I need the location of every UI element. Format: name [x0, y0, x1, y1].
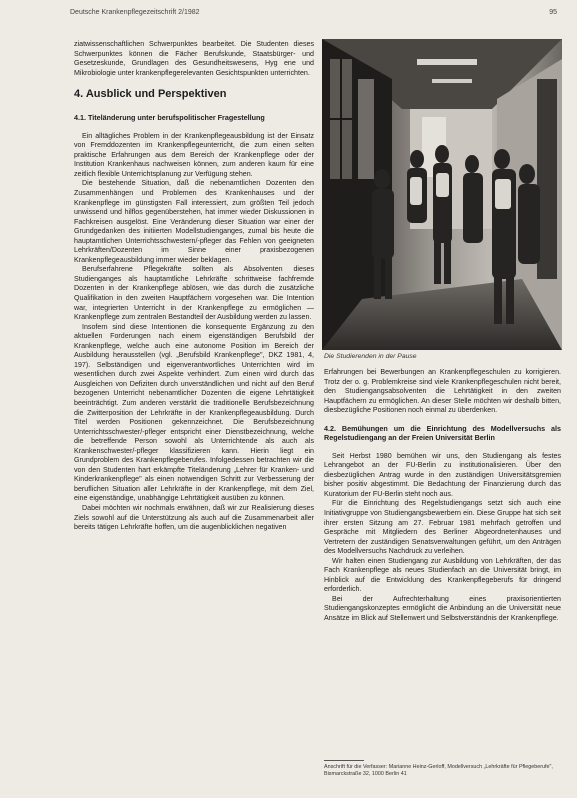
body-paragraph: Erfahrungen bei Bewerbungen an Krankenpflegeschulen zu korrigieren. Trotz der o. g. Problemkreise sind viele Krankenpflegeschulen nicht bereit, den Studiengangsabsolventen die Lehrtätigkeit in den zweiten Hauptfächern zu ermöglichen. An dieser Stelle möchten wir deshalb bitten, diesbezügliche Positionen noch einmal zu überdenken. [324, 368, 561, 415]
body-paragraph: Wir halten einen Studiengang zur Ausbildung von Lehrkräften, der das Fach Krankenpflege als neues Studienfach an die Universität bringt, im Hinblick auf die Entwicklung des Krankenpflegeberufs für dringend erforderlich. [324, 556, 561, 594]
body-paragraph: Seit Herbst 1980 bemühen wir uns, den Studiengang als festes Lehrangebot an der FU-Berlin zu institutionalisieren. Über den diesbezüglichen Antrag wurde in den zuständigen Universitätsgremien bisher positiv abgestimmt. Die Bedachtung der Finanzierung durch das Kuratorium der FU-Berlin steht noch aus. [324, 451, 561, 498]
subsection-heading: 4.2. Bemühungen um die Einrichtung des Modellversuchs als Regelstudiengang an der Freien Universität Berlin [324, 423, 561, 443]
left-column [74, 40, 314, 533]
running-header [70, 9, 557, 21]
right-column [324, 368, 561, 624]
photo-caption: Die Studierenden in der Pause [324, 353, 417, 360]
body-paragraph: Für die Einrichtung des Regelstudiengangs setzt sich auch eine Initiativgruppe von Studiengangsbewerbern ein. Diese Gruppe hat sich seit ihrer ersten Sitzung am 27. Februar 1981 mehrfach getroffen und Gespräche mit Mitgliedern des Berliner Abgeordnetenhauses und Vertretern der zuständigen Senatsverwaltungen geführt, um den Anträgen des Modellversuchs Nachdruck zu verleihen. [324, 499, 561, 556]
subsection-heading: 4.1. Titeländerung unter berufspolitischer Fragestellung [74, 113, 265, 123]
hallway-photo [322, 39, 562, 350]
body-paragraph: Insofern sind diese Intentionen die konsequente Ergänzung zu den aktuellen Forderungen nach einem eigenständigen Berufsbild der Krankenpflege, welche auch eine autonome Position im Bereich der Ausbildung herausstellen (vgl. „Berufsbild Krankenpflege", DKZ 1981, 4, 197). Selbständigen und eigenverantwortliches Unterrichten wird im wesentlichen durch zwei Aspekte verhindert. Zum einen wird durch das Ausgleichen von Defiziten durch unverständlichen und nicht auf den Beruf bezogenen Unterricht nebenamtlicher Dozenten die eigene Lehrtätigkeit beeinträchtigt. Zum anderen verstärkt die traditionelle Berufsbezeichnung die Zwitterposition der Lehrkräfte in der Krankenpflegeausbildung. Durch Titel werden Positionen gekennzeichnet. Die Berufsbezeichnung Unterrichtsschwester/-pfleger entspricht einer Dienstbezeichnung, welche die betreffende Person sowohl als Unterrichtende als auch als Krankenschwester/-pfleger klassifizieren kann. Hierin liegt ein Grundproblem des Krankenpflegeberufes. Infolgedessen betrachten wir die von den Studenten hart erkämpfte Titeländerung „Lehrer für Kranken- und Kinderkrankenpflege" als einen notwendigen Schritt zur Verbesserung der beruflichen Situation aller Lehrkräfte in der Krankenpflege, mit dem Ziel, eine eigenständige, unabhängige Lehrtätigkeit ausüben zu können. [74, 322, 314, 503]
author-address-footnote: Anschrift für die Verfasser: Marianne Heinz-Gerloff, Modellversuch „Lehrkräfte für Pflegeberufe", Bismarckstraße 32, 1000 Berlin 41 [324, 764, 553, 777]
intro-paragraph: ziatwissenschaftlichen Schwerpunktes bearbeitet. Die Studenten dieses Schwerpunktes können die Fächer Berufskunde, Staatsbürger- und Gesetzeskunde, Grundlagen des Gesundheitswesens, Hyg ene und Mikrobiologie unter krankenpflegerelevanten Gesichtspunkten unterrichten. [74, 40, 314, 77]
body-paragraph: Bei der Aufrechterhaltung eines praxisorientierten Studiengangskonzeptes ermöglicht die Anbindung an die Universität neue Ansätze im Blick auf Stellenwert und Selbstverständnis der Krankenpflege. [324, 594, 561, 623]
body-paragraph: Ein alltägliches Problem in der Krankenpflegeausbildung ist der Einsatz von Fremddozenten im Krankenpflegeunterricht, die zum einen selten praktische Erfahrungen aus dem Bereich der Krankenpflege oder der Institution Krankenhaus nachweisen können, zum anderen kaum für eine zeitlich flexible Unterrichtsplanung zur Verfügung stehen. [74, 131, 314, 178]
photo-illustration [322, 39, 562, 350]
journal-title: Deutsche Krankenpflegezeitschrift 2/1982 [70, 9, 200, 16]
body-paragraph: Berufserfahrene Pflegekräfte sollten als Absolventen dieses Studienganges als hauptamtliche Lehrkräfte schrittweise fachfremde Dozenten in der Krankenpflege ablösen, wie das durch die zusätzliche Qualifikation in den zweiten Hauptfächern vorgesehen war. Die Intention war, integrierten Unterricht in der Krankenpflege zu ermöglichen — Krankenpflege zum zentralen Bestandteil der Ausbildung werden zu lassen. [74, 265, 314, 322]
page-number: 95 [549, 9, 557, 16]
footnote-divider [324, 760, 364, 761]
section-heading: 4. Ausblick und Perspektiven [74, 88, 227, 101]
body-paragraph: Dabei möchten wir nochmals erwähnen, daß wir zur Realisierung dieses Ziels sowohl auf die Unterstützung als auch auf die Zusammenarbeit aller bereits tätigen Lehrkräfte hoffen, um die augenblicklichen negativen [74, 504, 314, 532]
body-paragraph: Die bestehende Situation, daß die nebenamtlichen Dozenten den Zusammenhängen und Problemen des Krankenhauses und der Krankenpflege im günstigsten Fall interessiert, zum größten Teil jedoch unwissend und hilflos gegenüberstehen, hat immer wieder Diskussionen in Fachkreisen ausgelöst. Eine Veränderung dieser Situation war einer der Grundgedanken des initiierten Modellstudienganges, zumal bis heute die hauptamtlichen Unterrichtsschwestern/-pfleger das Fehlen von geeigneten Lehrkräften/Dozenten im Sinne einer praxisbezogenen Krankenpflegeausbildung immer wieder beklagen. [74, 179, 314, 264]
